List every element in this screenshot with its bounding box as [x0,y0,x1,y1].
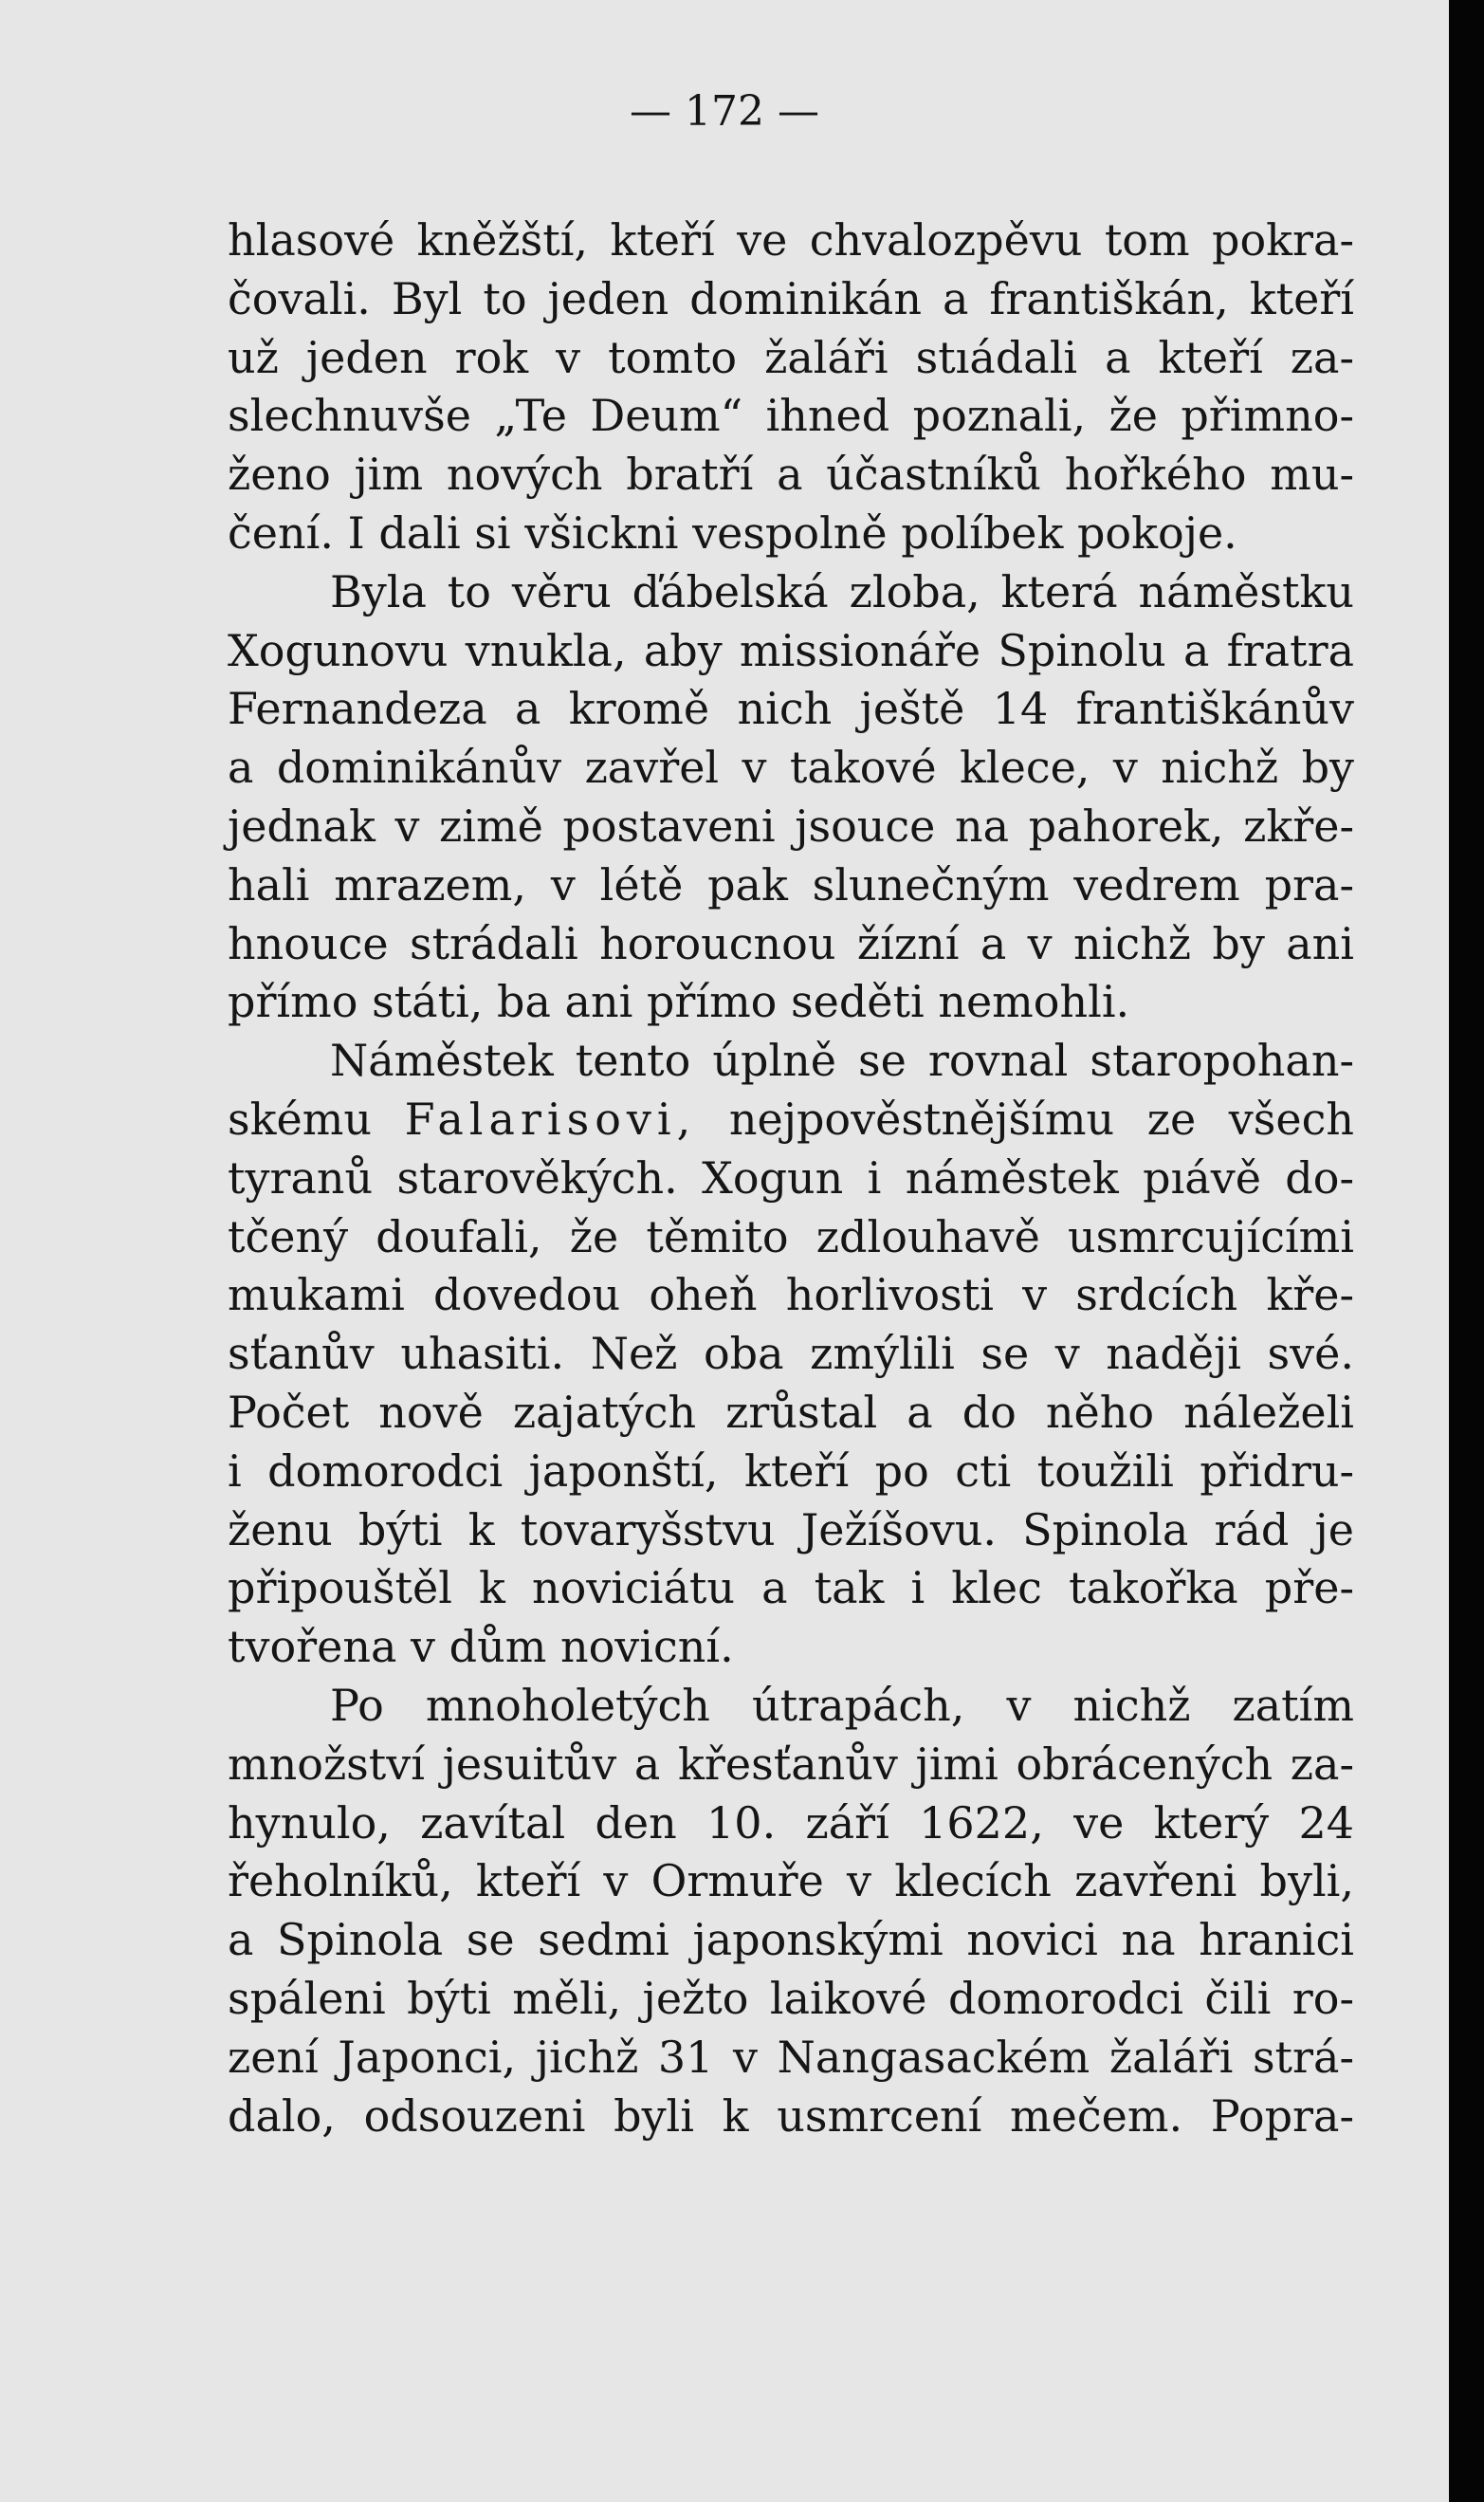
text-line: tyranů starověkých. Xogun i náměstek pıávě do- [228,1151,1354,1204]
text-line: a Spinola se sedmi japonskými novici na hranici [228,1914,1354,1966]
text-line: ženu býti k tovaryšstvu Ježíšovu. Spinola rád je [228,1503,1354,1555]
text-line: mukami dovedou oheň horlivosti v srdcích kře- [228,1269,1354,1321]
text-line: Xogunovu vnukla, aby missionáře Spinolu a fratra [228,624,1354,676]
text-line: dalo, odsouzeni byli k usmrcení mečem. Popra- [228,2089,1354,2142]
text-line: Fernandeza a kromě nich ještě 14 františkánův [228,683,1354,735]
text-line: slechnuvše „Te Deum“ ihned poznali, že přimno- [228,390,1354,442]
text-line: už jeden rok v tomto žaláři stıádali a kteří za- [228,331,1354,383]
text-line: hlasové kněžští, kteří ve chvalozpěvu tom pokra- [228,214,1354,266]
text-line: hynulo, zavítal den 10. září 1622, ve který 24 [228,1796,1354,1849]
text-line: zení Japonci, jichž 31 v Nangasackém žaláři strá- [228,2031,1354,2083]
text-line: připouštěl k noviciátu a tak i klec takořka pře- [228,1562,1354,1614]
text-line: hali mrazem, v létě pak slunečným vedrem pra- [228,858,1354,911]
text-line: Byla to věru ďábelská zloba, která náměstku [330,565,1354,617]
text-line: spáleni býti měli, ježto laikové domorodci čili ro- [228,1972,1354,2024]
text-line: jednak v zimě postaveni jsouce na pahorek, zkře- [228,800,1354,852]
text-line-with-spaced-name: skému Falarisovi, nejpověstnějšímu ze všech [228,1093,1354,1145]
text-line: Počet nově zajatých zrůstal a do něho náleželi [228,1386,1354,1438]
text-line: Náměstek tento úplně se rovnal staropohan- [330,1035,1354,1087]
text-line: čení. I dali si všickni vespolně políbek pokoje. [228,506,1237,559]
text-line: i domorodci japonští, kteří po cti toužili přidru- [228,1444,1354,1497]
text-line: tčený doufali, že těmito zdlouhavě usmrcujícími [228,1210,1354,1262]
text-line: přímo státi, ba ani přímo seděti nemohli. [228,976,1130,1028]
text-line: a dominikánův zavřel v takové klece, v nichž by [228,742,1354,794]
text-line: hnouce strádali horoucnou žízní a v nichž by ani [228,917,1354,969]
page-number: — 172 — [630,87,819,136]
text-line: Po mnoholetých útrapách, v nichž zatím [330,1679,1354,1731]
spaced-name: Falarisovi, [404,1093,697,1145]
text-line: čovali. Byl to jeden dominikán a františkán, kteří [228,272,1354,324]
body-text [228,212,1354,2145]
text-line: množství jesuitův a křesťanův jimi obrácených za- [228,1738,1354,1790]
text-line: tvořena v dům novicní. [228,1621,734,1673]
text-line: řeholníků, kteří v Ormuře v klecích zavřeni byli, [228,1855,1354,1907]
text-line: ženo jim nových bratří a účastníků hořkého mu- [228,449,1354,501]
text-line: sťanův uhasiti. Než oba zmýlili se v naději své. [228,1328,1354,1380]
